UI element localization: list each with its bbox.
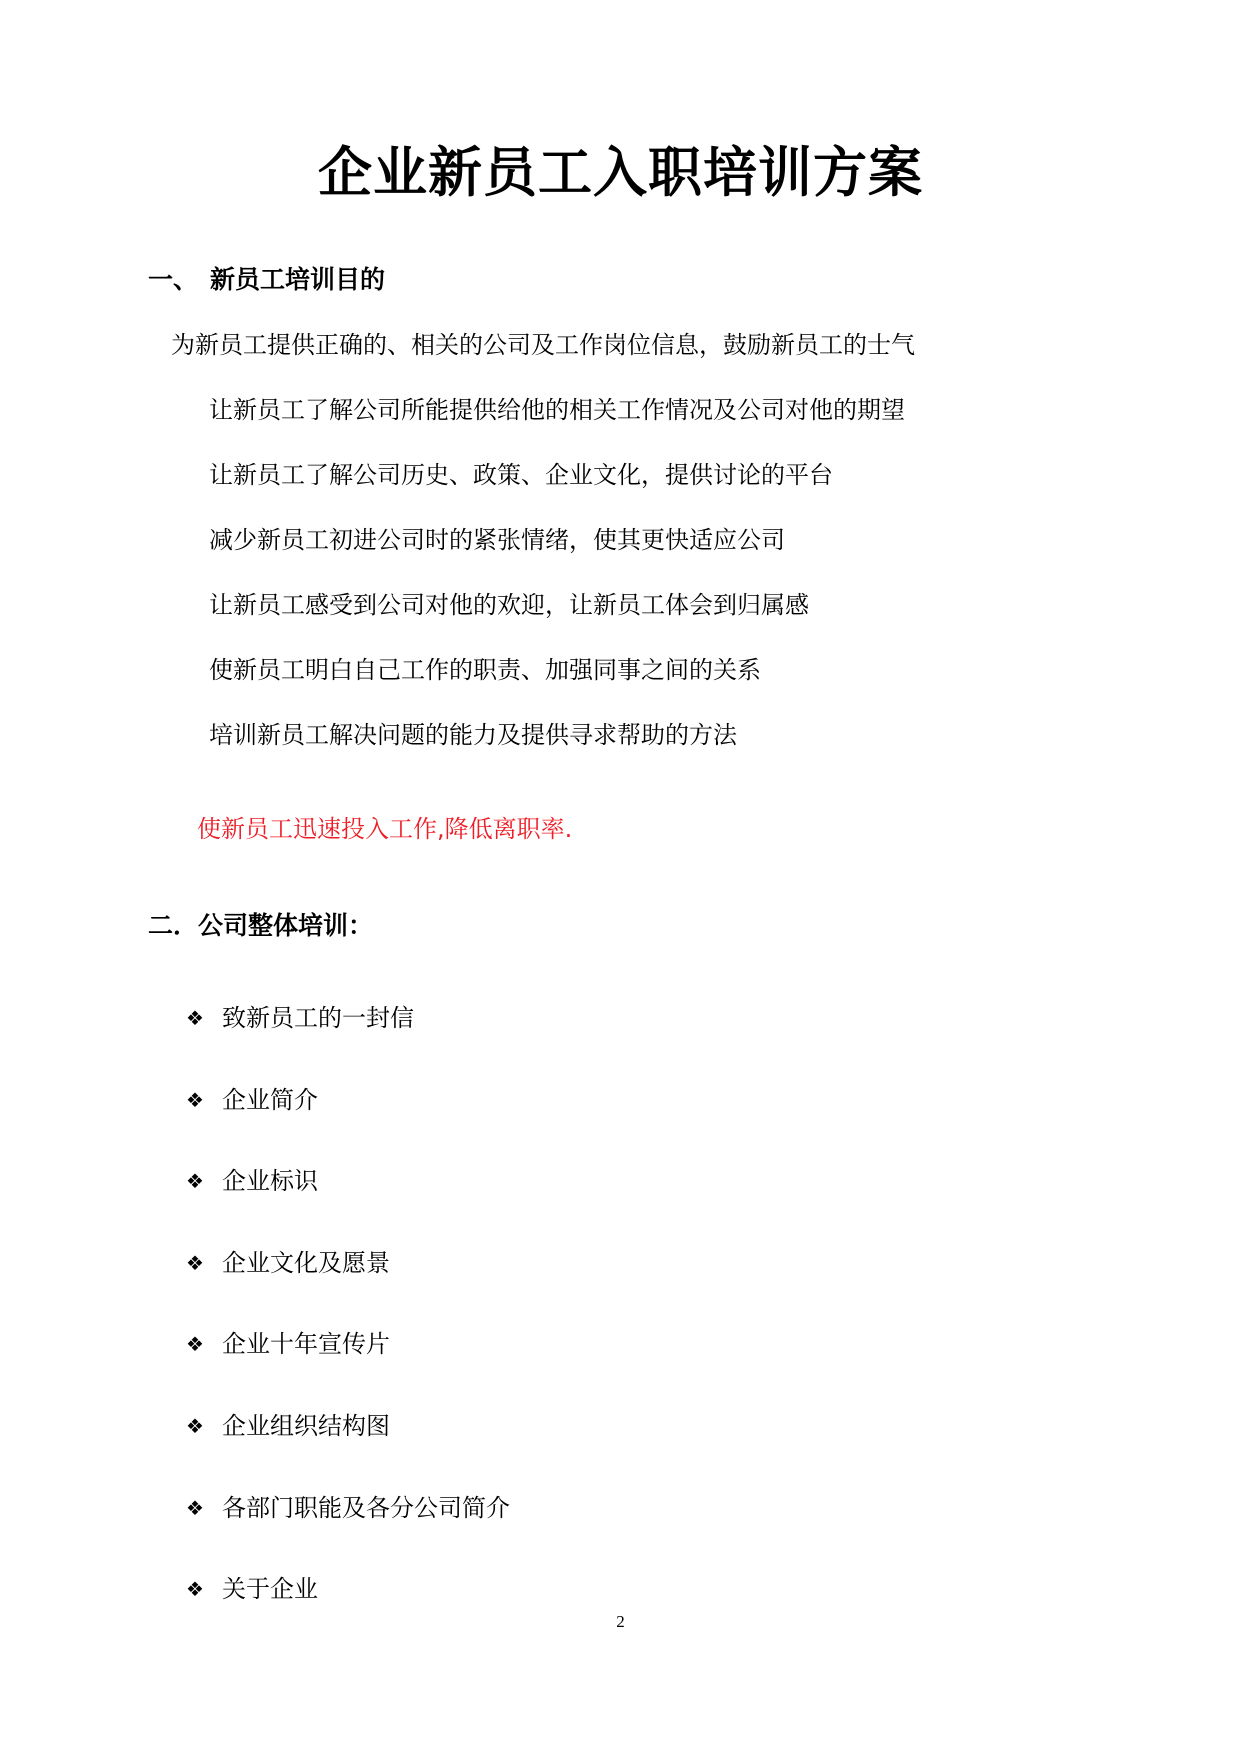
training-item <box>186 1246 510 1328</box>
purpose-item: 培训新员工解决问题的能力及提供寻求帮助的方法 <box>209 721 737 749</box>
diamond-bullet-icon: ❖ <box>186 1006 204 1030</box>
diamond-bullet-icon: ❖ <box>186 1332 204 1357</box>
purpose-list <box>209 393 905 783</box>
training-item-label: 各部门职能及各分公司简介 <box>222 1493 510 1522</box>
diamond-bullet-icon: ❖ <box>186 1577 204 1602</box>
section-number: 二． <box>148 911 199 940</box>
section-title: 新员工培训目的 <box>210 265 386 294</box>
purpose-item: 让新员工了解公司历史、政策、企业文化，提供讨论的平台 <box>209 461 833 489</box>
training-item <box>186 1409 510 1491</box>
section-heading-company-training <box>148 909 373 943</box>
purpose-item: 使新员工明白自己工作的职责、加强同事之间的关系 <box>209 656 761 684</box>
training-item-label: 企业文化及愿景 <box>222 1248 390 1277</box>
purpose-item: 让新员工感受到公司对他的欢迎，让新员工体会到归属感 <box>209 591 809 619</box>
diamond-bullet-icon: ❖ <box>186 1087 204 1112</box>
section-title: 公司整体培训： <box>198 911 374 940</box>
training-item <box>186 1327 510 1409</box>
training-item-label: 企业简介 <box>222 1085 318 1114</box>
diamond-bullet-icon: ❖ <box>186 1169 204 1194</box>
training-item <box>186 1491 510 1573</box>
training-item <box>186 1164 510 1246</box>
training-item <box>186 1001 510 1083</box>
diamond-bullet-icon: ❖ <box>186 1413 204 1438</box>
training-item-label: 企业十年宣传片 <box>222 1330 390 1359</box>
section-heading-purpose <box>148 263 385 297</box>
training-item-label: 关于企业 <box>222 1575 318 1604</box>
section-number: 一、 <box>148 265 199 294</box>
training-list <box>186 1001 510 1654</box>
training-item-label: 企业标识 <box>222 1167 318 1196</box>
purpose-lead-text: 为新员工提供正确的、相关的公司及工作岗位信息，鼓励新员工的士气 <box>171 331 915 359</box>
document-title: 企业新员工入职培训方案 <box>318 141 923 204</box>
diamond-bullet-icon: ❖ <box>186 1495 204 1520</box>
page-number: 2 <box>616 1612 625 1631</box>
goal-highlight-text: 使新员工迅速投入工作,降低离职率. <box>197 815 573 843</box>
training-item <box>186 1083 510 1165</box>
training-item-label: 企业组织结构图 <box>222 1411 390 1440</box>
training-item-label: 致新员工的一封信 <box>222 1004 414 1032</box>
purpose-item: 减少新员工初进公司时的紧张情绪，使其更快适应公司 <box>209 526 785 554</box>
diamond-bullet-icon: ❖ <box>186 1250 204 1275</box>
purpose-item: 让新员工了解公司所能提供给他的相关工作情况及公司对他的期望 <box>209 396 905 424</box>
